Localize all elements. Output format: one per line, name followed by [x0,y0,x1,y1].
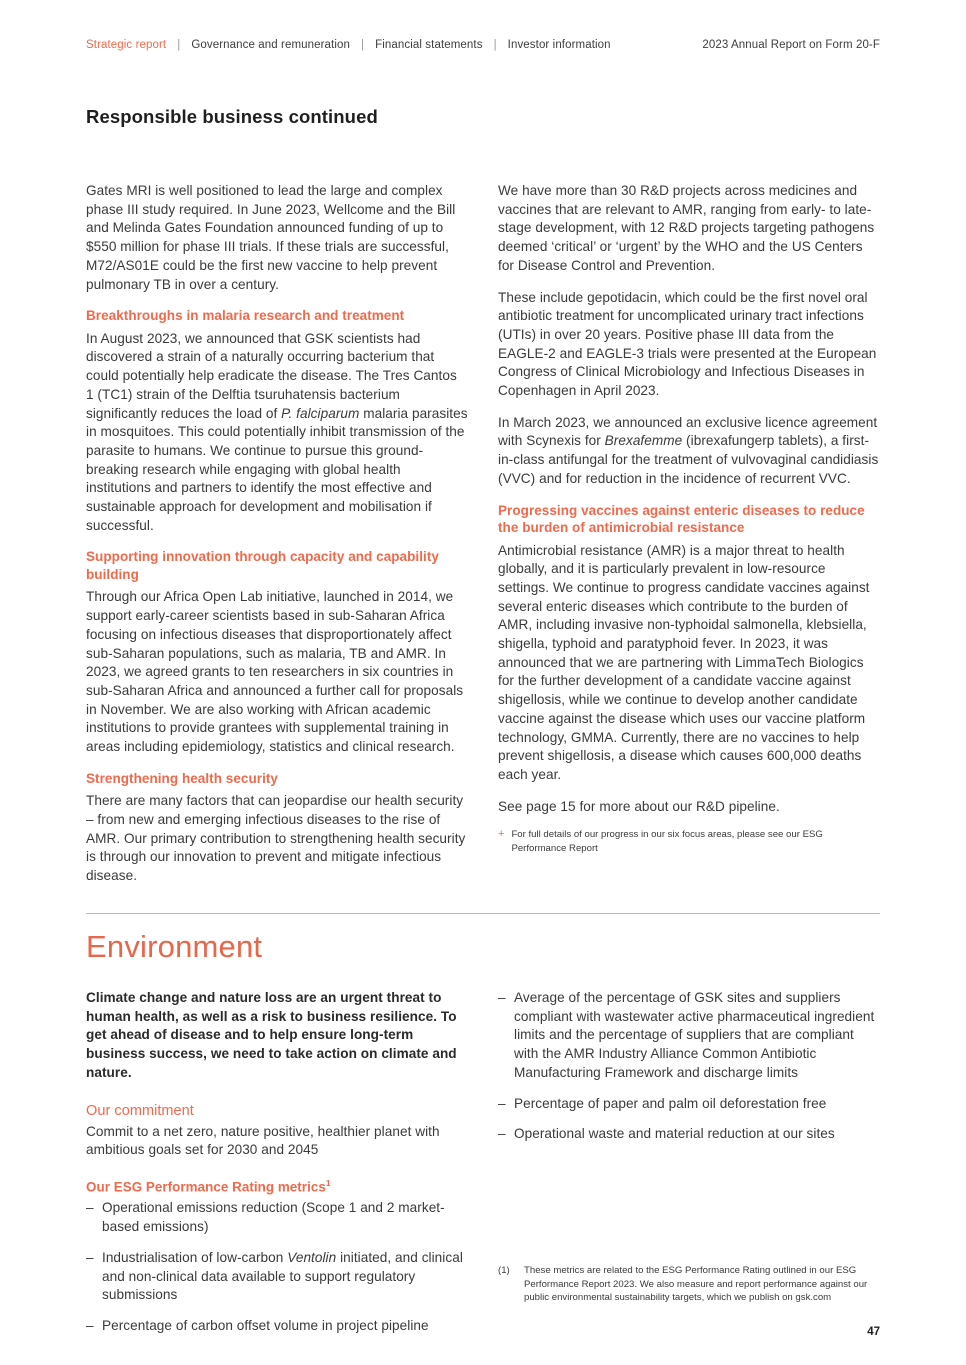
breadcrumb [86,39,880,51]
list-item-part-b: initiated, and clinical and non-clinical data available to support regulatory submissions [102,1249,463,1303]
page-number: 47 [867,1326,880,1338]
species-name-p-falciparum: P. falciparum [281,405,360,421]
list-item [86,1249,468,1305]
paragraph-scynexis-part-b: (ibrexafungerp tablets), a first-in-class antifungal for the treatment of vulvovaginal candidiasis (VVC) and for reduction in the incidence of recurrent VVC. [498,433,879,486]
paragraph-health-security: There are many factors that can jeopardise our health security – from new and emerging infectious diseases to the rise of AMR. Our primary contribution to strengthening health security is through our innovation to prevent and mitigate infectious disease. [86,793,466,884]
paragraph-scynexis-part-a: In March 2023, we announced an exclusive licence agreement with Scynexis for [498,414,878,449]
plus-icon: + [498,828,505,841]
list-item: – Operational waste and material reduction at our sites [498,1125,880,1144]
paragraph-rd-projects: We have more than 30 R&D projects across medicines and vaccines that are relevant to AMR, ranging from early- to late-stage development, with 12 R&D projects targeting pathogens deemed ‘critical’ or ‘urgent’ by the WHO and the US Centers for Disease Control and Prevention. [498,183,875,273]
environment-columns [86,989,880,1348]
list-item: – Percentage of paper and palm oil deforestation free [498,1095,880,1114]
breadcrumb-item-financial-statements[interactable]: Financial statements [375,39,483,51]
paragraph-gates-mri: Gates MRI is well positioned to lead the large and complex phase III study required. In June 2023, Wellcome and the Bill and Melinda Gates Foundation announced funding of up to $550 million for phase III trials. If these trials are successful, M72/AS01E could be the first new vaccine to help prevent pulmonary TB in over a century. [86,183,456,292]
subheading-breakthroughs-malaria: Breakthroughs in malaria research and treatment [86,308,405,324]
environment-metrics-list-left [86,1199,468,1335]
subheading-progressing-vaccines: Progressing vaccines against enteric diseases to reduce the burden of antimicrobial resistance [498,502,865,536]
list-item [86,1199,468,1236]
list-item: – Average of the percentage of GSK sites and suppliers compliant with wastewater active pharmaceutical ingredient limits and the percentage of suppliers that are compliant with the AMR Industry Alliance Common Antibiotic Manufacturing Framework and discharge limits [498,989,880,1083]
paragraph-malaria-part-b: malaria parasites in mosquitoes. This could potentially inhibit transmission of the parasite to humans. We continue to pursue this ground-breaking research while engaging with global health institutions and partners to identify the most effective and sustainable approach for development and mobilisation if successful. [86,405,468,533]
list-item-part-a: Percentage of carbon offset volume in project pipeline [102,1317,429,1333]
page-title: Responsible business continued [86,106,378,127]
right-column [498,182,880,899]
list-item [86,1317,468,1336]
left-column [86,182,468,899]
breadcrumb-separator: | [493,39,497,51]
paragraph-gepotidacin: These include gepotidacin, which could be the first novel oral antibiotic treatment for uncomplicated urinary tract infections (UTIs) in over 20 years. Positive phase III data from the EAGLE-2 and EAGLE-3 trials were presented at the European Congress of Clinical Microbiology and Infectious Diseases in Copenhagen in April 2023. [498,289,877,399]
footnote-marker: (1) [498,1265,510,1276]
esg-metrics-heading-text: Our ESG Performance Rating metrics [86,1179,326,1195]
report-title-label: 2023 Annual Report on Form 20-F [702,39,880,51]
environment-right-column [498,989,880,1348]
list-item-part-a: Industrialisation of low-carbon [102,1249,288,1265]
paragraph-commitment: Commit to a net zero, nature positive, healthier planet with ambitious goals set for 2030 and 2045 [86,1123,440,1158]
paragraph-see-page-15: See page 15 for more about our R&D pipeline. [498,798,780,814]
subheading-our-commitment: Our commitment [86,1102,194,1119]
environment-section [86,913,880,1348]
section-divider [86,913,880,914]
cross-reference-note-text: For full details of our progress in our six focus areas, please see our ESG Performance Report [511,829,823,854]
list-item-part-a: Operational emissions reduction (Scope 1 and 2 market-based emissions) [102,1200,445,1235]
subheading-esg-performance-rating-metrics [86,1178,468,1194]
product-name-ventolin: Ventolin [287,1249,337,1265]
footnote [498,1264,880,1305]
breadcrumb-item-governance-and-remuneration[interactable]: Governance and remuneration [191,39,350,51]
breadcrumb-separator: | [177,39,181,51]
breadcrumb-separator: | [361,39,365,51]
subheading-strengthening-health-security: Strengthening health security [86,770,278,786]
cross-reference-note[interactable] [498,828,880,855]
environment-left-column [86,989,468,1348]
breadcrumb-item-investor-information[interactable]: Investor information [507,39,611,51]
subheading-supporting-innovation: Supporting innovation through capacity and capability building [86,549,439,582]
product-name-brexafemme: Brexafemme [604,433,683,449]
environment-metrics-list-right [498,989,880,1144]
breadcrumb-item-strategic-report[interactable]: Strategic report [86,39,167,51]
paragraph-malaria-part-a: In August 2023, we announced that GSK scientists had discovered a strain of a naturally occurring bacterium that could potentially help eradicate the disease. The Tres Cantos 1 (TC1) strain of the Delftia tsuruhatensis bacterium significantly reduces the load of [86,330,457,421]
footnote-marker-superscript: 1 [325,1177,331,1188]
article-columns [86,182,880,899]
section-title-environment: Environment [86,929,263,964]
paragraph-africa-open-lab: Through our Africa Open Lab initiative, launched in 2014, we support early-career scientists based in sub-Saharan Africa focusing on infectious diseases that disproportionately affect sub-Saharan populations, such as malaria, TB and AMR. In 2023, we agreed grants to ten researchers in six countries in sub-Saharan Africa and announced a further call for proposals in November. We are also working with African academic institutions to provide grantees with supplemental training in areas including epidemiology, statistics and clinical research. [86,589,464,755]
paragraph-antimicrobial-resistance: Antimicrobial resistance (AMR) is a major threat to health globally, and it is particularly prevalent in low-resource settings. We continue to progress candidate vaccines against several enteric diseases which contribute to the burden of AMR, including invasive non-typhoidal salmonella, klebsiella, shigella, typhoid and paratyphoid fever. In 2023, it was announced that we are partnering with LimmaTech Biologics for the further development of a candidate vaccine against shigellosis, while we continue to develop another candidate vaccine against the disease which uses our vaccine platform technology, GMMA. Currently, there are no vaccines to help prevent shigellosis, a disease which causes 600,000 deaths each year. [498,542,870,782]
footnote-text: These metrics are related to the ESG Performance Rating outlined in our ESG Performance Report 2023. We also measure and report performance against our public environmental sustainability targets, which we publish on gsk.com [524,1265,868,1304]
paragraph-malaria-research [86,330,468,536]
paragraph-scynexis-licence [498,414,880,489]
environment-lead-paragraph: Climate change and nature loss are an urgent threat to human health, as well as a risk to business resilience. To get ahead of disease and to help ensure long-term business success, we need to take action on climate and nature. [86,990,457,1080]
